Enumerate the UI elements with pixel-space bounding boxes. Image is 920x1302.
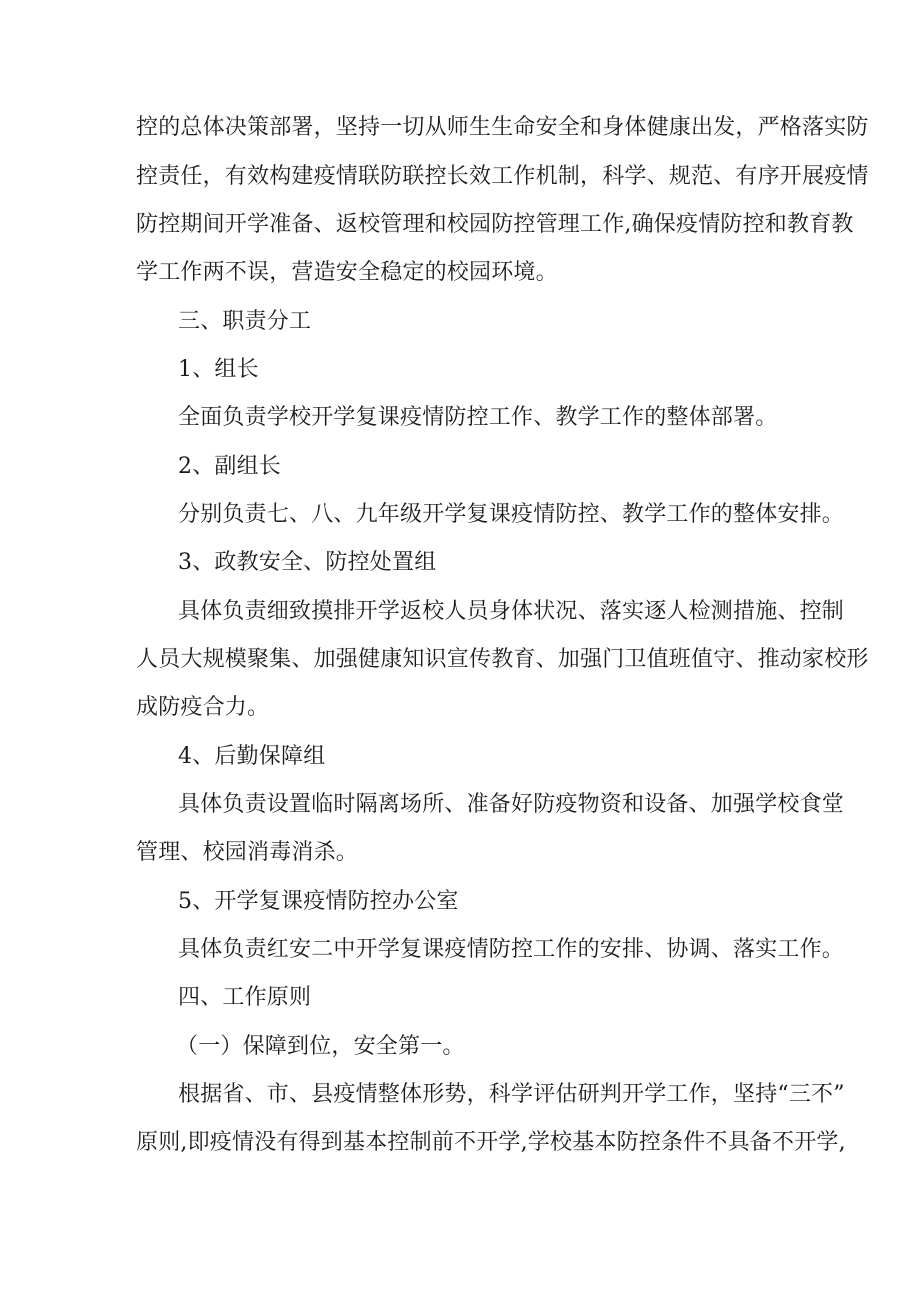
subheading-deputy-leader: 2、副组长 — [178, 454, 281, 479]
paragraph-deputy-leader: 分别负责七、八、九年级开学复课疫情防控、教学工作的整体安排。 — [178, 502, 845, 527]
paragraph-logistics-line-1: 具体负责设置临时隔离场所、准备好防疫物资和设备、加强学校食堂 — [178, 792, 845, 817]
subheading-logistics-group: 4、后勤保障组 — [178, 744, 326, 769]
paragraph-line-3: 防控期间开学准备、返校管理和校园防控管理工作,确保疫情防控和教育教 — [136, 212, 854, 237]
paragraph-safety-line-3: 成防疫合力。 — [136, 695, 270, 720]
section-heading-duties: 三、职责分工 — [178, 309, 312, 334]
subheading-safety-first: （一）保障到位，安全第一。 — [176, 1034, 465, 1059]
paragraph-line-2: 控责任，有效构建疫情联防联控长效工作机制，科学、规范、有序开展疫情 — [136, 164, 869, 189]
paragraph-leader: 全面负责学校开学复课疫情防控工作、教学工作的整体部署。 — [178, 405, 778, 430]
section-heading-principles: 四、工作原则 — [178, 985, 312, 1010]
paragraph-safety-line-1: 具体负责细致摸排开学返校人员身体状况、落实逐人检测措施、控制 — [178, 599, 845, 624]
subheading-safety-group: 3、政教安全、防控处置组 — [178, 550, 437, 575]
paragraph-line-4: 学工作两不误，营造安全稳定的校园环境。 — [136, 260, 558, 285]
subheading-leader: 1、组长 — [178, 357, 259, 382]
paragraph-safety-line-2: 人员大规模聚集、加强健康知识宣传教育、加强门卫值班值守、推动家校形 — [136, 647, 869, 672]
paragraph-line-1: 控的总体决策部署，坚持一切从师生生命安全和身体健康出发，严格落实防 — [136, 115, 869, 140]
paragraph-office: 具体负责红安二中开学复课疫情防控工作的安排、协调、落实工作。 — [178, 937, 845, 962]
paragraph-logistics-line-2: 管理、校园消毒消杀。 — [136, 840, 359, 865]
subheading-office: 5、开学复课疫情防控办公室 — [178, 889, 459, 914]
paragraph-principles-line-2: 原则,即疫情没有得到基本控制前不开学,学校基本防控条件不具备不开学, — [136, 1130, 846, 1155]
paragraph-principles-line-1: 根据省、市、县疫情整体形势，科学评估研判开学工作，坚持“三不” — [178, 1082, 845, 1107]
